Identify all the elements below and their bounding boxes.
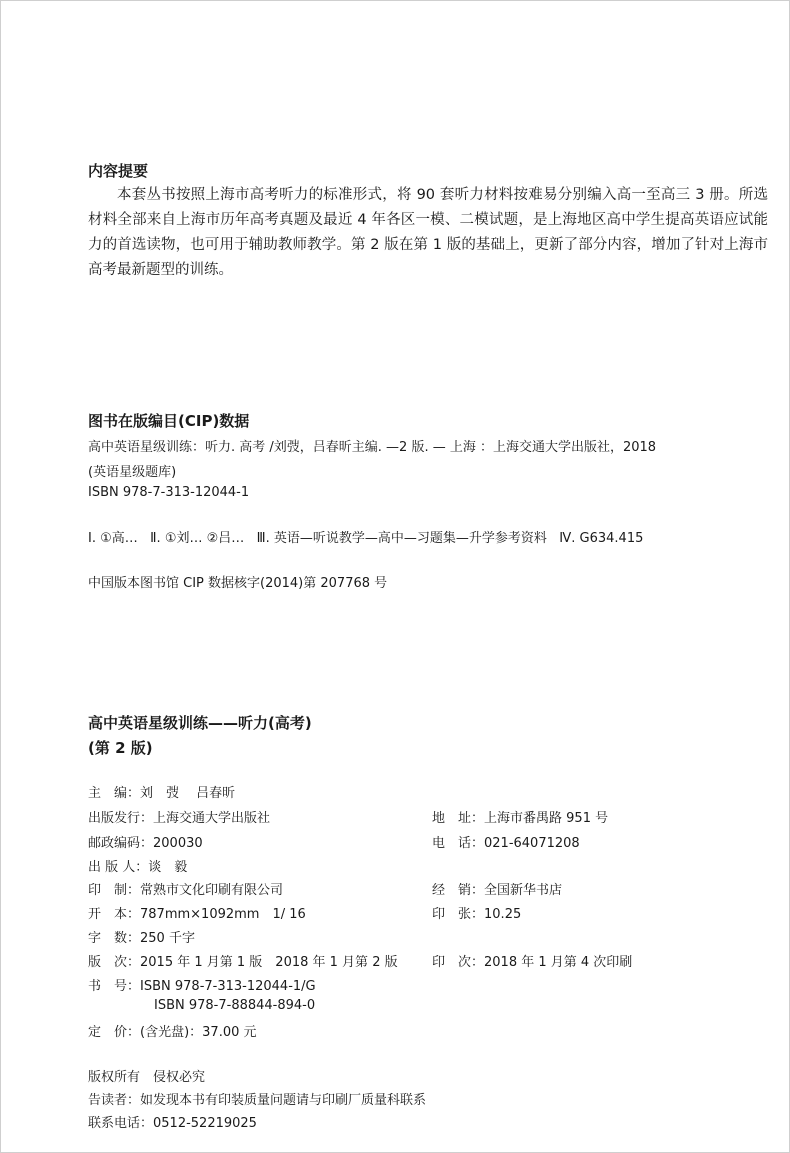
isbn-value-2: ISBN 978-7-88844-894-0 [154, 998, 316, 1013]
imprint-printing [432, 951, 632, 970]
imprint-words [88, 927, 195, 946]
imprint-isbn [88, 975, 316, 994]
editor-label: 主 编： [88, 786, 141, 801]
cip-heading: 图书在版编目(CIP)数据 [88, 412, 250, 430]
publisher-label: 出版发行： [88, 811, 154, 826]
phone-label: 电 话： [432, 836, 485, 851]
book-edition: (第 2 版) [88, 739, 153, 757]
issuer-value: 谈 毅 [148, 860, 188, 875]
imprint-price [88, 1021, 257, 1040]
phone-value: 021-64071208 [484, 836, 580, 851]
price-label: 定 价： [88, 1025, 141, 1040]
distributor-label: 经 销： [432, 883, 485, 898]
book-title: 高中英语星级训练——听力(高考) [88, 714, 312, 732]
cip-line1: 高中英语星级训练：听力. 高考 /刘弢，吕春昕主编. —2 版. — 上海 ：上海交通大学出版社，2018 [88, 440, 657, 455]
address-label: 地 址： [432, 811, 485, 826]
postcode-value: 200030 [153, 836, 203, 851]
issuer-label: 出 版 人： [88, 860, 149, 875]
sheets-label: 印 张： [432, 907, 485, 922]
isbn-label: 书 号： [88, 979, 141, 994]
imprint-editor [88, 782, 235, 801]
imprint-phone [432, 832, 580, 851]
distributor-value: 全国新华书店 [484, 883, 563, 898]
imprint-postcode [88, 832, 203, 851]
cip-isbn: ISBN 978-7-313-12044-1 [88, 485, 250, 500]
sheets-value: 10.25 [484, 907, 522, 922]
address-value: 上海市番禺路 951 号 [484, 811, 609, 826]
format-label: 开 本： [88, 907, 141, 922]
contact-phone: 联系电话：0512-52219025 [88, 1116, 257, 1131]
cip-line2: (英语星级题库) [88, 465, 177, 480]
imprint-format [88, 903, 306, 922]
isbn-value-1: ISBN 978-7-313-12044-1/G [140, 979, 316, 994]
cip-classification: Ⅰ. ①高… Ⅱ. ①刘… ②吕… Ⅲ. 英语—听说教学—高中—习题集—升学参考资料 Ⅳ. G634.415 [88, 531, 644, 546]
format-value: 787mm×1092mm 1/ 16 [140, 907, 306, 922]
imprint-distributor [432, 879, 562, 898]
summary-heading: 内容提要 [88, 162, 149, 180]
imprint-printer [88, 879, 283, 898]
imprint-sheets [432, 903, 521, 922]
imprint-edition [88, 951, 398, 970]
edition-label: 版 次： [88, 955, 141, 970]
editor-value: 刘 弢 吕春昕 [140, 786, 236, 801]
printing-label: 印 次： [432, 955, 485, 970]
words-value: 250 千字 [140, 931, 195, 946]
edition-value: 2015 年 1 月第 1 版 2018 年 1 月第 2 版 [140, 955, 398, 970]
imprint-address [432, 807, 608, 826]
printing-value: 2018 年 1 月第 4 次印刷 [484, 955, 633, 970]
postcode-label: 邮政编码： [88, 836, 154, 851]
reader-notice: 告读者：如发现本书有印装质量问题请与印刷厂质量科联系 [88, 1093, 427, 1108]
cip-verification: 中国版本图书馆 CIP 数据核字(2014)第 207768 号 [88, 576, 388, 591]
imprint-issuer [88, 856, 187, 875]
rights-notice: 版权所有 侵权必究 [88, 1070, 206, 1085]
imprint-publisher [88, 807, 270, 826]
summary-text: 本套丛书按照上海市高考听力的标准形式，将 90 套听力材料按难易分别编入高一至高三 3 册。所选材料全部来自上海市历年高考真题及最近 4 年各区一模、二模试题，是上海地区高中学生提高英语应试能力的首选读物，也可用于辅助教师教学。第 2 版在第 1 版的基础上，更新了部分内容，增加了针对上海市高考最新题型的训练。 [88, 187, 768, 278]
price-value: (含光盘)：37.00 元 [140, 1025, 257, 1040]
publisher-value: 上海交通大学出版社 [153, 811, 271, 826]
printer-label: 印 制： [88, 883, 141, 898]
words-label: 字 数： [88, 931, 141, 946]
printer-value: 常熟市文化印刷有限公司 [140, 883, 284, 898]
